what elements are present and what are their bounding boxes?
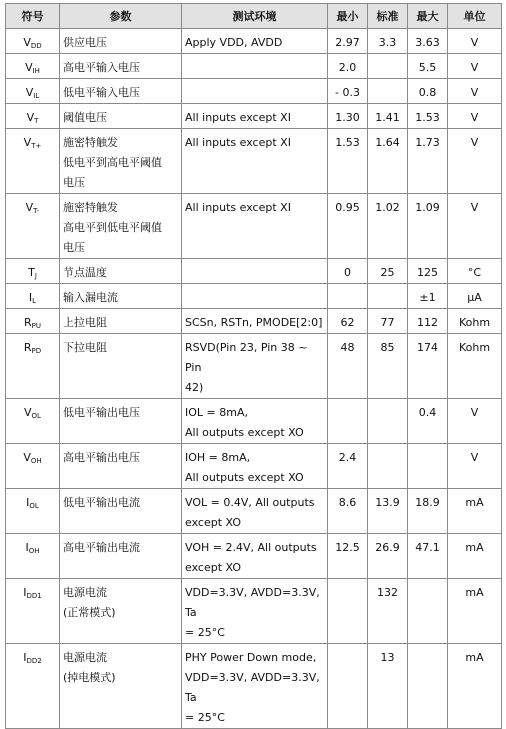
header-row (6, 4, 502, 29)
parameter-cell (60, 29, 182, 54)
parameter-text: 上拉电阻 (63, 316, 107, 329)
symbol-subscript: OL (31, 412, 41, 420)
max-value-cell (408, 644, 448, 729)
parameter-text: 阈值电压 (63, 111, 107, 124)
parameter-cell (60, 579, 182, 644)
typ-value-cell (368, 54, 408, 79)
typ-value-cell (368, 399, 408, 444)
table-row (6, 104, 502, 129)
condition-cell (182, 309, 328, 334)
min-value-cell: 12.5 (328, 534, 368, 579)
parameter-cell (60, 534, 182, 579)
typ-value-cell: 1.64 (368, 129, 408, 194)
parameter-cell (60, 259, 182, 284)
condition-text: IOL = 8mA, (185, 406, 248, 419)
max-value-cell: 0.4 (408, 399, 448, 444)
symbol-subscript: PU (31, 322, 41, 330)
symbol-base: V (23, 136, 32, 149)
table-row (6, 579, 502, 644)
min-value-cell (328, 644, 368, 729)
condition-cell (182, 259, 328, 284)
symbol-base: I (23, 651, 27, 664)
parameter-text: 施密特触发 (63, 201, 118, 214)
typ-value-cell: 26.9 (368, 534, 408, 579)
symbol-subscript: T- (33, 207, 40, 215)
header-min: 最小 (328, 4, 368, 29)
unit-cell: V (448, 104, 502, 129)
condition-text: All inputs except XI (185, 201, 291, 214)
table-row (6, 399, 502, 444)
unit-cell: mA (448, 534, 502, 579)
parameter-cell (60, 644, 182, 729)
min-value-cell: 1.30 (328, 104, 368, 129)
symbol-base: T (28, 266, 35, 279)
typ-value-cell (368, 444, 408, 489)
condition-cell (182, 194, 328, 259)
min-value-cell (328, 579, 368, 644)
condition-cell (182, 129, 328, 194)
typ-value-cell: 13 (368, 644, 408, 729)
max-value-cell (408, 579, 448, 644)
symbol-base: V (23, 451, 31, 464)
parameter-cell (60, 129, 182, 194)
header-unit: 单位 (448, 4, 502, 29)
condition-cell (182, 444, 328, 489)
min-value-cell: 1.53 (328, 129, 368, 194)
table-row (6, 334, 502, 399)
parameter-text: 低电平到高电平阈值 (63, 156, 162, 169)
symbol-cell (6, 54, 60, 79)
condition-cell (182, 534, 328, 579)
symbol-cell (6, 534, 60, 579)
typ-value-cell (368, 284, 408, 309)
unit-cell: V (448, 444, 502, 489)
unit-cell: V (448, 79, 502, 104)
table-row (6, 194, 502, 259)
header-typ: 标准 (368, 4, 408, 29)
symbol-subscript: OH (28, 547, 40, 555)
parameter-text: 高电平输出电压 (63, 451, 140, 464)
parameter-text: 电源电流 (63, 586, 107, 599)
unit-cell: Kohm (448, 334, 502, 399)
max-value-cell: 3.63 (408, 29, 448, 54)
min-value-cell (328, 399, 368, 444)
parameter-cell (60, 284, 182, 309)
symbol-cell (6, 644, 60, 729)
condition-cell (182, 399, 328, 444)
typ-value-cell: 25 (368, 259, 408, 284)
parameter-cell (60, 54, 182, 79)
parameter-text: 节点温度 (63, 266, 107, 279)
condition-cell (182, 284, 328, 309)
typ-value-cell: 1.02 (368, 194, 408, 259)
symbol-cell (6, 79, 60, 104)
symbol-base: R (23, 341, 32, 354)
condition-text: = 25°C (185, 711, 225, 724)
condition-text: VDD=3.3V, AVDD=3.3V, Ta (185, 586, 320, 619)
typ-value-cell: 77 (368, 309, 408, 334)
max-value-cell: 174 (408, 334, 448, 399)
symbol-base: V (23, 36, 31, 49)
min-value-cell: 2.97 (328, 29, 368, 54)
max-value-cell: 1.73 (408, 129, 448, 194)
condition-text: All outputs except XO (185, 426, 304, 439)
symbol-base: I (28, 291, 33, 304)
electrical-characteristics-table (5, 3, 502, 729)
parameter-text: 高电平输入电压 (63, 61, 140, 74)
unit-cell: °C (448, 259, 502, 284)
typ-value-cell (368, 79, 408, 104)
unit-cell: μA (448, 284, 502, 309)
symbol-subscript: L (32, 297, 37, 305)
condition-text: 42) (185, 381, 204, 394)
symbol-cell (6, 194, 60, 259)
condition-cell (182, 644, 328, 729)
max-value-cell: 0.8 (408, 79, 448, 104)
symbol-base: V (25, 86, 34, 99)
max-value-cell: 18.9 (408, 489, 448, 534)
condition-text: except XO (185, 516, 241, 529)
parameter-cell (60, 194, 182, 259)
table-row (6, 29, 502, 54)
table-row (6, 79, 502, 104)
parameter-cell (60, 79, 182, 104)
condition-cell (182, 334, 328, 399)
symbol-cell (6, 444, 60, 489)
symbol-cell (6, 129, 60, 194)
condition-text: PHY Power Down mode, (185, 651, 317, 664)
parameter-cell (60, 104, 182, 129)
header-symbol: 符号 (6, 4, 60, 29)
max-value-cell (408, 444, 448, 489)
max-value-cell: 125 (408, 259, 448, 284)
table-row (6, 129, 502, 194)
min-value-cell: 2.4 (328, 444, 368, 489)
table-row (6, 309, 502, 334)
header-test-condition: 测试环境 (182, 4, 328, 29)
parameter-text: 电源电流 (63, 651, 107, 664)
symbol-subscript: DD1 (26, 592, 42, 600)
min-value-cell: 62 (328, 309, 368, 334)
symbol-cell (6, 104, 60, 129)
parameter-text: 低电平输入电压 (63, 86, 140, 99)
symbol-subscript: IL (33, 92, 40, 100)
symbol-cell (6, 309, 60, 334)
typ-value-cell: 3.3 (368, 29, 408, 54)
condition-text: All outputs except XO (185, 471, 304, 484)
symbol-cell (6, 399, 60, 444)
symbol-subscript: IH (32, 67, 40, 75)
unit-cell: mA (448, 489, 502, 534)
min-value-cell: 0.95 (328, 194, 368, 259)
symbol-base: I (26, 496, 30, 509)
parameter-text: 电压 (63, 241, 85, 254)
symbol-base: I (23, 586, 27, 599)
symbol-base: I (25, 541, 29, 554)
max-value-cell: 1.09 (408, 194, 448, 259)
condition-text: VOL = 0.4V, All outputs (185, 496, 315, 509)
condition-text: SCSn, RSTn, PMODE[2:0] (185, 316, 323, 329)
symbol-cell (6, 489, 60, 534)
condition-text: All inputs except XI (185, 136, 291, 149)
symbol-subscript: DD (30, 42, 42, 50)
symbol-subscript: OL (29, 502, 39, 510)
symbol-cell (6, 334, 60, 399)
parameter-text: 高电平到低电平阈值 (63, 221, 162, 234)
parameter-text: 施密特触发 (63, 136, 118, 149)
min-value-cell: 2.0 (328, 54, 368, 79)
condition-cell (182, 54, 328, 79)
table-row (6, 489, 502, 534)
parameter-text: 电压 (63, 176, 85, 189)
table-row (6, 644, 502, 729)
symbol-base: R (23, 316, 32, 329)
symbol-subscript: DD2 (26, 657, 42, 665)
symbol-base: V (26, 111, 35, 124)
min-value-cell (328, 284, 368, 309)
parameter-cell (60, 334, 182, 399)
condition-text: except XO (185, 561, 241, 574)
symbol-base: V (25, 61, 33, 74)
max-value-cell: 1.53 (408, 104, 448, 129)
parameter-text: 高电平输出电流 (63, 541, 140, 554)
header-max: 最大 (408, 4, 448, 29)
unit-cell: V (448, 54, 502, 79)
table-row (6, 54, 502, 79)
parameter-text: 输入漏电流 (63, 291, 118, 304)
symbol-subscript: T (34, 117, 39, 125)
min-value-cell: 0 (328, 259, 368, 284)
typ-value-cell: 13.9 (368, 489, 408, 534)
unit-cell: V (448, 129, 502, 194)
parameter-cell (60, 309, 182, 334)
symbol-subscript: T+ (31, 142, 42, 150)
max-value-cell: 47.1 (408, 534, 448, 579)
condition-text: All inputs except XI (185, 111, 291, 124)
symbol-cell (6, 579, 60, 644)
table-row (6, 534, 502, 579)
condition-cell (182, 489, 328, 534)
symbol-subscript: J (34, 272, 37, 280)
symbol-base: V (24, 406, 32, 419)
max-value-cell: ±1 (408, 284, 448, 309)
condition-cell (182, 29, 328, 54)
symbol-cell (6, 284, 60, 309)
unit-cell: V (448, 194, 502, 259)
min-value-cell: 48 (328, 334, 368, 399)
parameter-cell (60, 489, 182, 534)
condition-text: IOH = 8mA, (185, 451, 251, 464)
condition-text: VDD=3.3V, AVDD=3.3V, Ta (185, 671, 320, 704)
max-value-cell: 5.5 (408, 54, 448, 79)
parameter-text: 下拉电阻 (63, 341, 107, 354)
parameter-text: 供应电压 (63, 36, 107, 49)
table-row (6, 444, 502, 489)
condition-text: = 25°C (185, 626, 225, 639)
table-row (6, 259, 502, 284)
condition-cell (182, 104, 328, 129)
unit-cell: Kohm (448, 309, 502, 334)
typ-value-cell: 85 (368, 334, 408, 399)
condition-text: Apply VDD, AVDD (185, 36, 283, 49)
condition-cell (182, 579, 328, 644)
unit-cell: mA (448, 579, 502, 644)
typ-value-cell: 1.41 (368, 104, 408, 129)
parameter-text: 低电平输出电压 (63, 406, 140, 419)
symbol-subscript: PD (31, 347, 42, 355)
parameter-text: (正常模式) (63, 606, 116, 619)
parameter-cell (60, 399, 182, 444)
unit-cell: mA (448, 644, 502, 729)
symbol-cell (6, 29, 60, 54)
condition-text: RSVD(Pin 23, Pin 38 ~ Pin (185, 341, 308, 374)
condition-cell (182, 79, 328, 104)
min-value-cell: 8.6 (328, 489, 368, 534)
symbol-cell (6, 259, 60, 284)
parameter-text: 低电平输出电流 (63, 496, 140, 509)
parameter-text: (掉电模式) (63, 671, 116, 684)
max-value-cell: 112 (408, 309, 448, 334)
unit-cell: V (448, 29, 502, 54)
unit-cell: V (448, 399, 502, 444)
min-value-cell: - 0.3 (328, 79, 368, 104)
table-row (6, 284, 502, 309)
typ-value-cell: 132 (368, 579, 408, 644)
symbol-base: V (25, 201, 34, 214)
parameter-cell (60, 444, 182, 489)
header-parameter: 参数 (60, 4, 182, 29)
symbol-subscript: OH (30, 457, 42, 465)
condition-text: VOH = 2.4V, All outputs (185, 541, 317, 554)
